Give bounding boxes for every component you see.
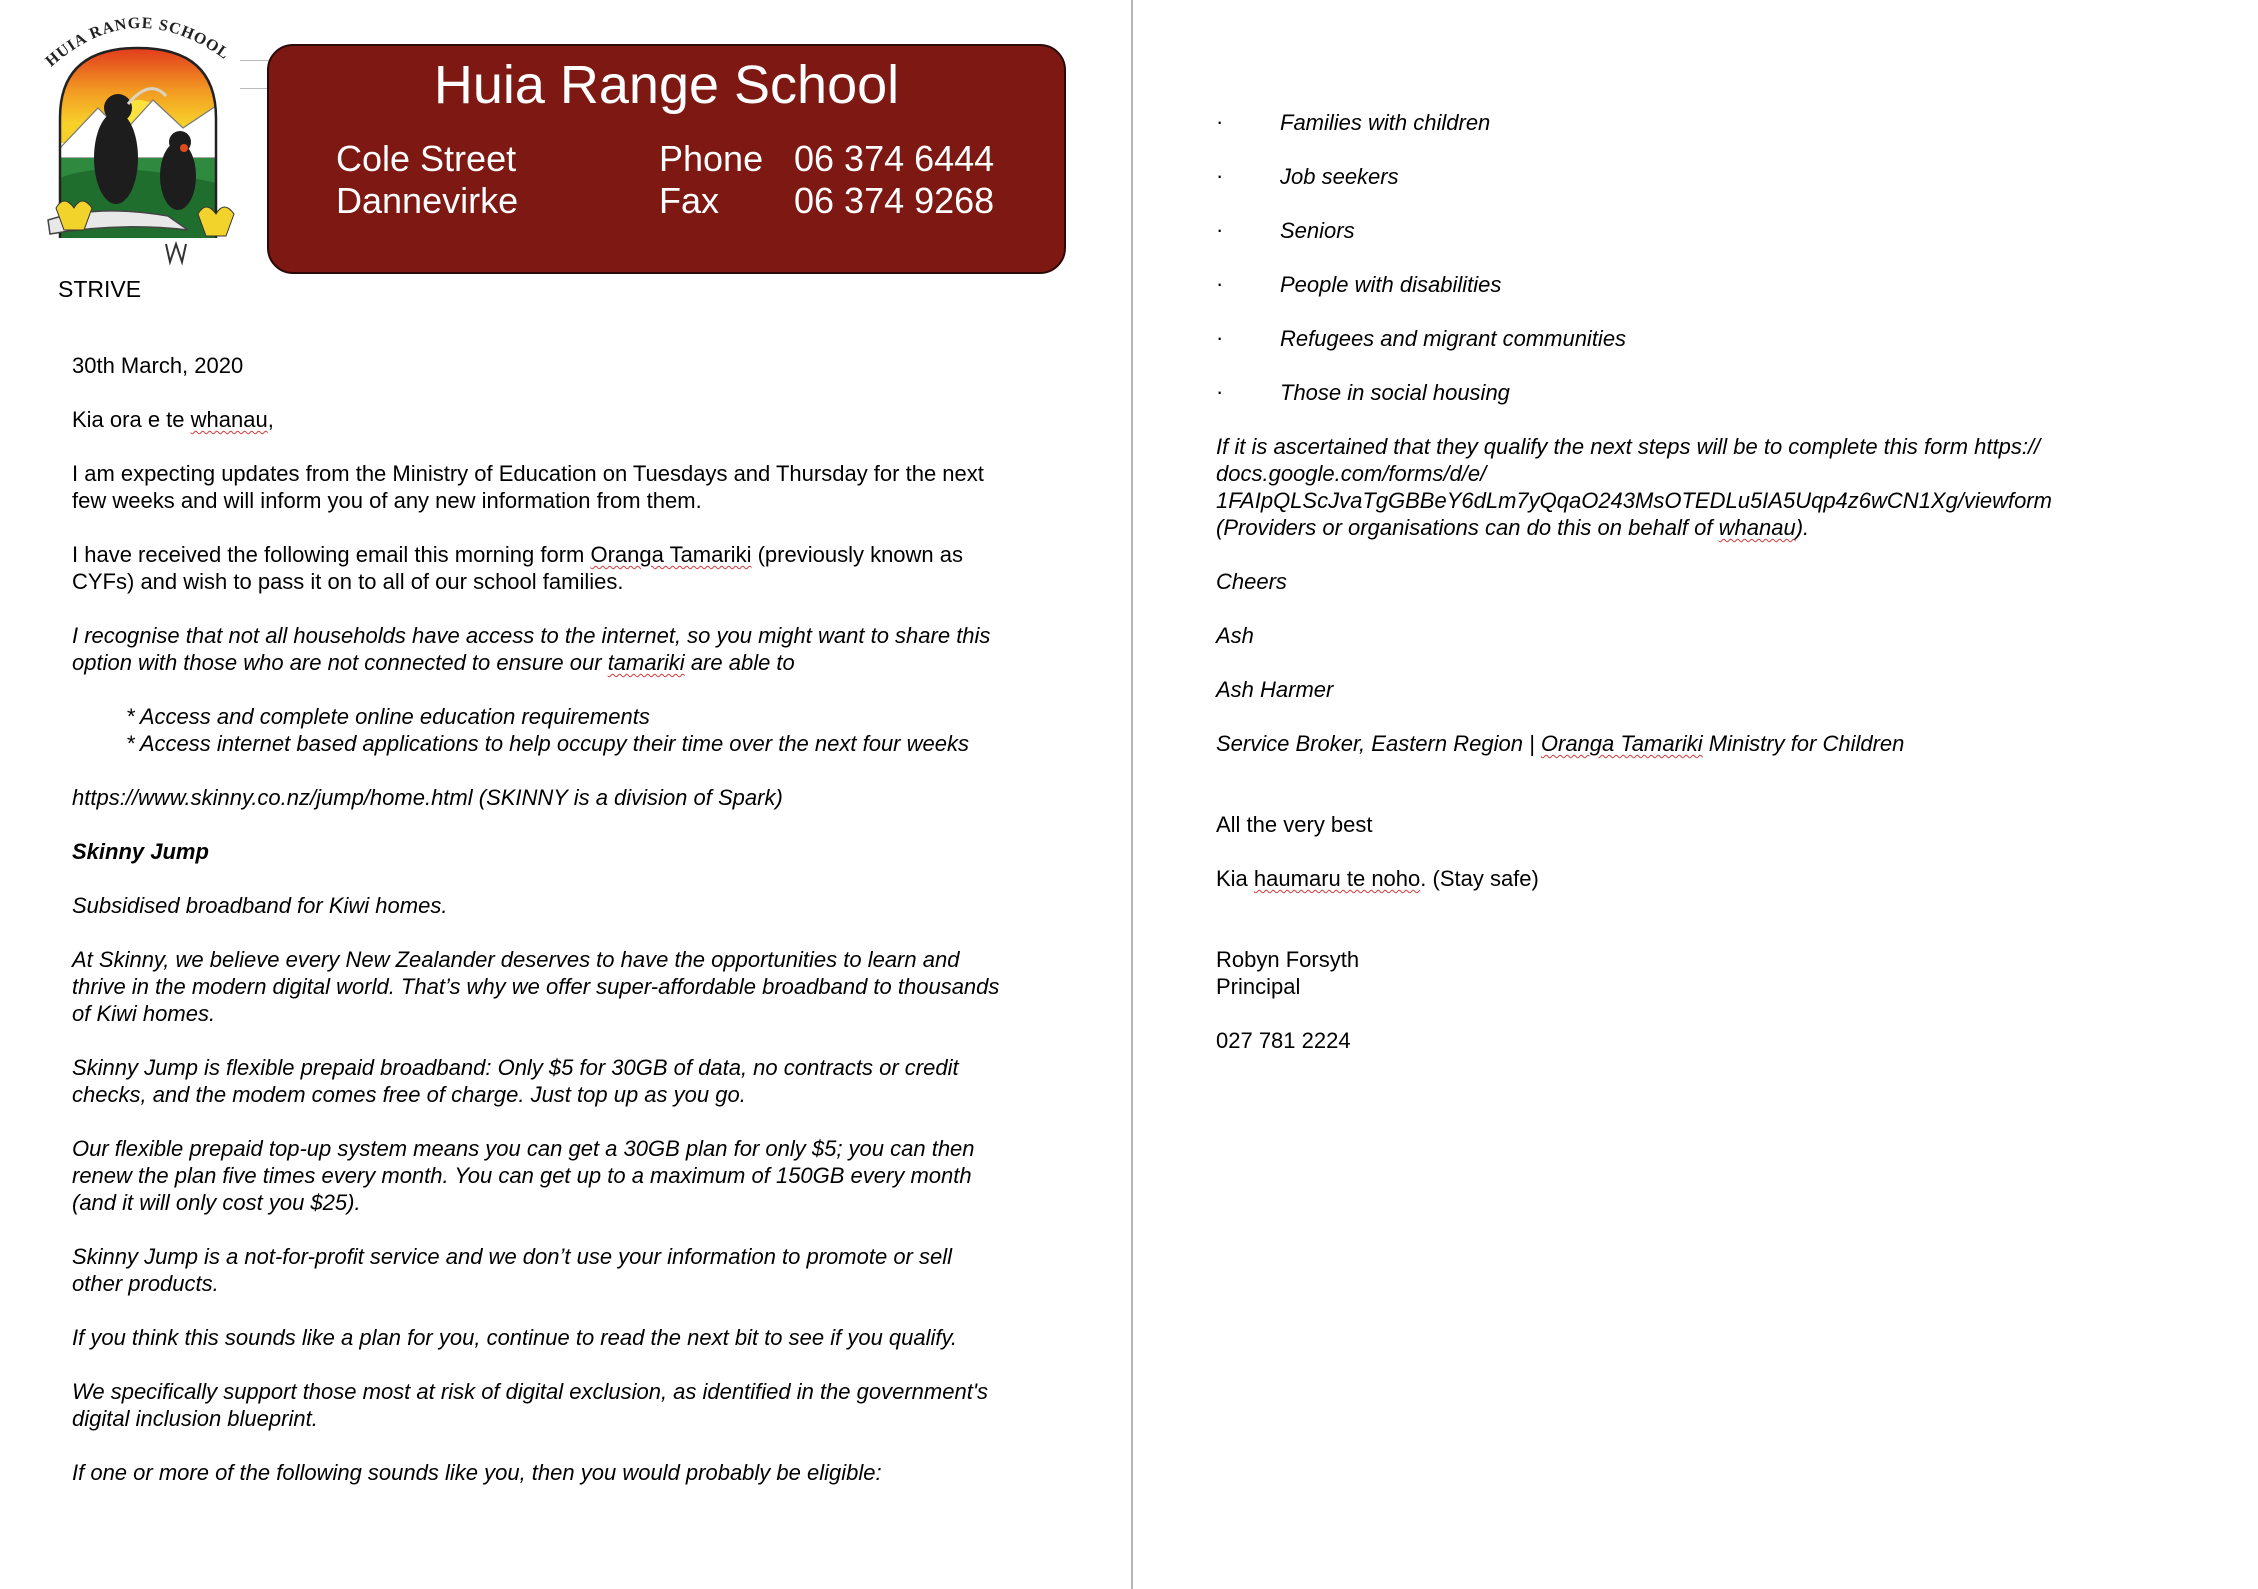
logo-arc-text: HUIA RANGE SCHOOL (42, 14, 233, 71)
paragraph-line: I have received the following email this morning form Oranga Tamariki (previously known as (72, 542, 964, 567)
list-bullet: · (1216, 217, 1224, 242)
phone-number: 06 374 6444 (794, 138, 995, 179)
paragraph-line: docs.google.com/forms/d/e/ (1216, 461, 1487, 486)
list-item: * Access internet based applications to help occupy their time over the next four weeks (126, 731, 969, 756)
town: Dannevirke (336, 180, 519, 221)
list-bullet: · (1216, 163, 1224, 188)
school-name: Huia Range School (433, 55, 900, 115)
paragraph-line: I am expecting updates from the Ministry of Education on Tuesdays and Thursday for the next (72, 461, 984, 486)
eligibility-item: Job seekers (1280, 164, 1399, 189)
paragraph-line: We specifically support those most at risk of digital exclusion, as identified in the government's (72, 1379, 989, 1404)
paragraph-line: At Skinny, we believe every New Zealander deserves to have the opportunities to learn and (72, 947, 960, 972)
paragraph-line: checks, and the modem comes free of charge. Just top up as you go. (72, 1082, 746, 1107)
eligibility-item: Seniors (1280, 218, 1355, 243)
paragraph-line: If it is ascertained that they qualify the next steps will be to complete this form https:// (1216, 434, 2041, 459)
signatory-name: Robyn Forsyth (1216, 947, 1360, 972)
list-bullet: · (1216, 109, 1224, 134)
closing: All the very best (1216, 812, 1373, 837)
skinny-tagline: Subsidised broadband for Kiwi homes. (72, 893, 448, 918)
school-logo-graphic (38, 8, 248, 278)
paragraph-line: few weeks and will inform you of any new information from them. (72, 488, 702, 513)
list-bullet: · (1216, 271, 1224, 296)
paragraph-line: If one or more of the following sounds like you, then you would probably be eligible: (72, 1460, 882, 1485)
greeting: Kia ora e te whanau, (72, 407, 274, 432)
paragraph-line: Skinny Jump is a not-for-profit service and we don’t use your information to promote or sell (72, 1244, 952, 1269)
paragraph-line: CYFs) and wish to pass it on to all of our school families. (72, 569, 624, 594)
eligibility-item: Refugees and migrant communities (1280, 326, 1627, 351)
letter-date: 30th March, 2020 (72, 353, 244, 378)
paragraph-line: thrive in the modern digital world. That’s why we offer super-affordable broadband to thousands (72, 974, 1000, 999)
signatory-title: Principal (1216, 974, 1301, 999)
paragraph-line: other products. (72, 1271, 219, 1296)
paragraph-line: renew the plan five times every month. You can get up to a maximum of 150GB every month (72, 1163, 972, 1188)
eligibility-item: People with disabilities (1280, 272, 1502, 297)
sender-short-name: Ash (1216, 623, 1254, 648)
paragraph-line: Skinny Jump is flexible prepaid broadband: Only $5 for 30GB of data, no contracts or credit (72, 1055, 959, 1080)
paragraph-line: If you think this sounds like a plan for you, continue to read the next bit to see if you qualify. (72, 1325, 958, 1350)
page-right (1134, 0, 2258, 1589)
form-link[interactable]: 1FAIpQLScJvaTgGBBeY6dLm7yQqaO243MsOTEDLu5IA5Uqp4z6wCN1Xg/viewform (1216, 488, 2052, 513)
sign-off: Cheers (1216, 569, 1287, 594)
list-bullet: · (1216, 325, 1224, 350)
street-address: Cole Street (336, 138, 517, 179)
eligibility-item: Those in social housing (1280, 380, 1510, 405)
paragraph-line: of Kiwi homes. (72, 1001, 216, 1026)
sender-full-name: Ash Harmer (1216, 677, 1334, 702)
list-item: * Access and complete online education requirements (126, 704, 650, 729)
header-rule (240, 60, 270, 61)
skinny-url: https://www.skinny.co.nz/jump/home.html (SKINNY is a division of Spark) (72, 785, 783, 810)
closing-maori: Kia haumaru te noho. (Stay safe) (1216, 866, 1539, 891)
sender-role: Service Broker, Eastern Region | Oranga Tamariki Ministry for Children (1216, 731, 1905, 756)
paragraph-line: Our flexible prepaid top-up system means you can get a 30GB plan for only $5; you can then (72, 1136, 975, 1161)
fax-label: Fax (659, 180, 720, 221)
paragraph-line: I recognise that not all households have access to the internet, so you might want to share this (72, 623, 991, 648)
letterhead-banner (267, 44, 1066, 274)
paragraph-line: (Providers or organisations can do this on behalf of whanau). (1216, 515, 1810, 540)
paragraph-line: option with those who are not connected to ensure our tamariki are able to (72, 650, 795, 675)
skinny-heading: Skinny Jump (72, 839, 209, 864)
header-rule (240, 88, 270, 89)
school-logo (38, 8, 248, 278)
signatory-phone: 027 781 2224 (1216, 1028, 1351, 1053)
school-motto: STRIVE (58, 276, 142, 302)
paragraph-line: (and it will only cost you $25). (72, 1190, 361, 1215)
page-divider (1131, 0, 1133, 1589)
paragraph-line: digital inclusion blueprint. (72, 1406, 318, 1431)
fax-number: 06 374 9268 (794, 180, 995, 221)
phone-label: Phone (659, 138, 764, 179)
list-bullet: · (1216, 379, 1224, 404)
eligibility-item: Families with children (1280, 110, 1491, 135)
